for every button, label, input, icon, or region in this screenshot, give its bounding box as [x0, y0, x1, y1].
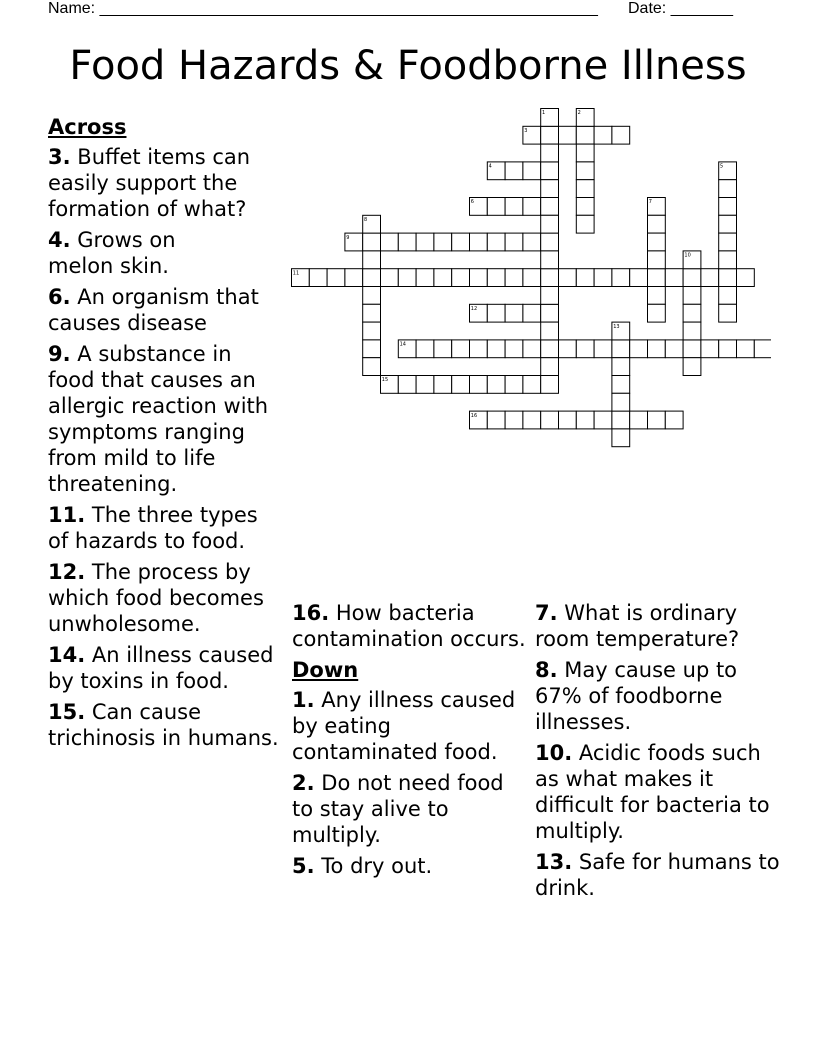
grid-cell[interactable] [434, 269, 452, 287]
grid-cell[interactable] [576, 180, 594, 198]
clue-across-6: 6. An organism that causes disease [48, 285, 259, 335]
clue-number: 8 [364, 217, 368, 223]
clue-down-1: 1. Any illness caused by eating contaminated food. [292, 688, 516, 764]
grid-cell[interactable] [345, 269, 363, 287]
grid-cell[interactable] [683, 304, 701, 322]
grid-cell[interactable] [505, 233, 523, 251]
grid-cell[interactable] [719, 340, 737, 358]
clue-number: 13 [613, 323, 620, 330]
grid-cell[interactable] [363, 304, 381, 322]
grid-cell[interactable] [505, 411, 523, 429]
grid-cell[interactable] [594, 269, 612, 287]
grid-cell[interactable] [648, 304, 666, 322]
grid-cell[interactable] [487, 233, 505, 251]
grid-cell[interactable] [452, 376, 470, 394]
clue-number: 7 [648, 199, 652, 206]
grid-cell[interactable] [434, 233, 452, 251]
grid-cell[interactable] [541, 376, 559, 394]
grid-cell[interactable] [363, 322, 381, 340]
grid-cell[interactable] [559, 269, 577, 287]
grid-cell[interactable] [719, 215, 737, 233]
grid-cell[interactable] [683, 269, 701, 287]
grid-cell[interactable] [487, 411, 505, 429]
clue-number: 16 [470, 412, 478, 419]
name-field[interactable]: Name: ________________________________________________________ [48, 0, 598, 17]
grid-cell[interactable] [523, 304, 541, 322]
across-heading: Across [48, 115, 127, 139]
clue-down-7: 7. What is ordinary room temperature? [535, 601, 740, 651]
clue-number: 12 [470, 306, 478, 312]
clue-number: 6 [470, 199, 474, 206]
grid-cell[interactable] [719, 233, 737, 251]
grid-cell[interactable] [576, 411, 594, 429]
grid-cell[interactable] [576, 269, 594, 287]
page-title: Food Hazards & Foodborne Illness [69, 43, 747, 89]
clue-number: 3 [524, 128, 528, 134]
grid-cell[interactable] [754, 340, 771, 358]
grid-cell[interactable] [363, 251, 381, 269]
grid-cell[interactable] [505, 162, 523, 180]
grid-cell[interactable] [594, 411, 612, 429]
clues-column-3 [535, 600, 780, 906]
grid-cell[interactable] [701, 269, 719, 287]
down-heading: Down [292, 658, 359, 682]
clue-number: 9 [346, 234, 350, 241]
grid-cell[interactable] [523, 269, 541, 287]
grid-cell[interactable] [416, 340, 434, 358]
grid-cell[interactable] [505, 269, 523, 287]
grid-cell[interactable] [612, 340, 630, 358]
grid-cell[interactable] [487, 304, 505, 322]
grid-cell[interactable] [701, 340, 719, 358]
grid-cell[interactable] [541, 287, 559, 305]
grid-cell[interactable] [612, 376, 630, 394]
grid-cell[interactable] [541, 322, 559, 340]
grid-cell[interactable] [594, 340, 612, 358]
grid-cell[interactable] [416, 233, 434, 251]
grid-cell[interactable] [470, 269, 488, 287]
clue-number: 4 [488, 163, 492, 170]
grid-cell[interactable] [381, 269, 399, 287]
grid-cell[interactable] [487, 340, 505, 358]
grid-cell[interactable] [487, 269, 505, 287]
grid-cell[interactable] [470, 340, 488, 358]
grid-cell[interactable] [630, 269, 648, 287]
grid-cell[interactable] [719, 251, 737, 269]
grid-cell[interactable] [309, 269, 327, 287]
grid-cell[interactable] [363, 358, 381, 376]
grid-cell[interactable] [594, 126, 612, 144]
grid-cell[interactable] [398, 269, 416, 287]
grid-cell[interactable] [683, 287, 701, 305]
clue-across-15: 15. Can cause trichinosis in humans. [48, 700, 279, 750]
grid-cell[interactable] [398, 233, 416, 251]
grid-cell[interactable] [541, 411, 559, 429]
grid-cell[interactable] [541, 358, 559, 376]
clue-number: 15 [381, 377, 389, 384]
grid-cell[interactable] [719, 180, 737, 198]
grid-cell[interactable] [434, 340, 452, 358]
grid-cell[interactable] [541, 126, 559, 144]
clue-number: 1 [542, 110, 546, 117]
clue-across-9: 9. A substance in food that causes an allergic reaction with symptoms ranging from mild to life threatening. [48, 342, 269, 496]
grid-cell[interactable] [505, 198, 523, 216]
grid-cell[interactable] [648, 251, 666, 269]
grid-cell[interactable] [523, 198, 541, 216]
grid-cell[interactable] [505, 376, 523, 394]
clue-down-8: 8. May cause up to 67% of foodborne illnesses. [535, 658, 738, 734]
grid-cell[interactable] [541, 180, 559, 198]
grid-cell[interactable] [541, 304, 559, 322]
grid-cell[interactable] [576, 198, 594, 216]
grid-cell[interactable] [612, 429, 630, 447]
grid-cell[interactable] [576, 126, 594, 144]
grid-cell[interactable] [612, 126, 630, 144]
clue-across-14: 14. An illness caused by toxins in food. [48, 643, 274, 693]
grid-cell[interactable] [363, 287, 381, 305]
clue-number: 11 [292, 270, 300, 277]
grid-cell[interactable] [452, 269, 470, 287]
grid-cell[interactable] [648, 411, 666, 429]
grid-cell[interactable] [541, 215, 559, 233]
grid-cell[interactable] [648, 269, 666, 287]
grid-cell[interactable] [719, 269, 737, 287]
grid-cell[interactable] [523, 162, 541, 180]
grid-cell[interactable] [487, 376, 505, 394]
grid-cell[interactable] [541, 162, 559, 180]
grid-cell[interactable] [665, 340, 683, 358]
grid-cell[interactable] [487, 198, 505, 216]
grid-cell[interactable] [576, 162, 594, 180]
grid-cell[interactable] [523, 340, 541, 358]
clue-down-5: 5. To dry out. [292, 854, 433, 878]
grid-cell[interactable] [505, 340, 523, 358]
grid-cell[interactable] [559, 411, 577, 429]
clue-across-3: 3. Buffet items can easily support the formation of what? [48, 145, 251, 221]
clue-number: 5 [720, 163, 724, 170]
grid-cell[interactable] [612, 411, 630, 429]
grid-cell[interactable] [612, 269, 630, 287]
grid-cell[interactable] [523, 233, 541, 251]
clue-down-13: 13. Safe for humans to drink. [535, 850, 780, 900]
clue-down-2: 2. Do not need food to stay alive to multiply. [292, 771, 504, 847]
clue-number: 14 [399, 341, 406, 348]
clue-number: 10 [684, 252, 691, 259]
grid-cell[interactable] [523, 411, 541, 429]
grid-cell[interactable] [737, 269, 755, 287]
grid-cell[interactable] [648, 215, 666, 233]
grid-cell[interactable] [719, 287, 737, 305]
grid-cell[interactable] [630, 411, 648, 429]
grid-cell[interactable] [683, 340, 701, 358]
grid-cell[interactable] [576, 215, 594, 233]
grid-cell[interactable] [559, 126, 577, 144]
date-field[interactable]: Date: _______ [628, 0, 733, 17]
grid-cell[interactable] [612, 358, 630, 376]
grid-cell[interactable] [541, 269, 559, 287]
clues-column-1 [48, 114, 280, 756]
grid-cell[interactable] [327, 269, 345, 287]
grid-cell[interactable] [363, 233, 381, 251]
grid-cell[interactable] [541, 144, 559, 162]
grid-cell[interactable] [648, 287, 666, 305]
grid-cell[interactable] [505, 304, 523, 322]
grid-cell[interactable] [381, 233, 399, 251]
grid-cell[interactable] [648, 233, 666, 251]
grid-cell[interactable] [541, 340, 559, 358]
grid-cell[interactable] [576, 144, 594, 162]
grid-cell[interactable] [665, 269, 683, 287]
grid-cell[interactable] [541, 251, 559, 269]
clue-across-11: 11. The three types of hazards to food. [48, 503, 258, 553]
grid-cell[interactable] [541, 233, 559, 251]
clue-number: 2 [577, 110, 581, 117]
grid-cell[interactable] [683, 322, 701, 340]
grid-cell[interactable] [665, 411, 683, 429]
grid-cell[interactable] [398, 376, 416, 394]
grid-cell[interactable] [648, 340, 666, 358]
grid-cell[interactable] [541, 198, 559, 216]
grid-cell[interactable] [416, 269, 434, 287]
grid-cell[interactable] [719, 198, 737, 216]
grid-cell[interactable] [363, 340, 381, 358]
grid-cell[interactable] [470, 376, 488, 394]
grid-cell[interactable] [559, 340, 577, 358]
clue-across-4: 4. Grows on melon skin. [48, 228, 176, 278]
grid-cell[interactable] [719, 304, 737, 322]
grid-cell[interactable] [737, 340, 755, 358]
grid-cell[interactable] [363, 269, 381, 287]
grid-cell[interactable] [630, 340, 648, 358]
clue-down-10: 10. Acidic foods such as what makes it difficult for bacteria to multiply. [535, 741, 770, 843]
grid-cell[interactable] [612, 393, 630, 411]
grid-cell[interactable] [470, 233, 488, 251]
name-date-line [48, 0, 733, 18]
grid-cell[interactable] [452, 340, 470, 358]
grid-cell[interactable] [576, 340, 594, 358]
clue-across-16: 16. How bacteria contamination occurs. [292, 601, 526, 651]
crossword-grid [291, 108, 771, 448]
clue-across-12: 12. The process by which food becomes unwholesome. [48, 560, 264, 636]
grid-cell[interactable] [683, 358, 701, 376]
grid-cell[interactable] [452, 233, 470, 251]
clues-column-2 [292, 600, 528, 884]
grid-cell[interactable] [416, 376, 434, 394]
grid-cell[interactable] [523, 376, 541, 394]
grid-cell[interactable] [434, 376, 452, 394]
